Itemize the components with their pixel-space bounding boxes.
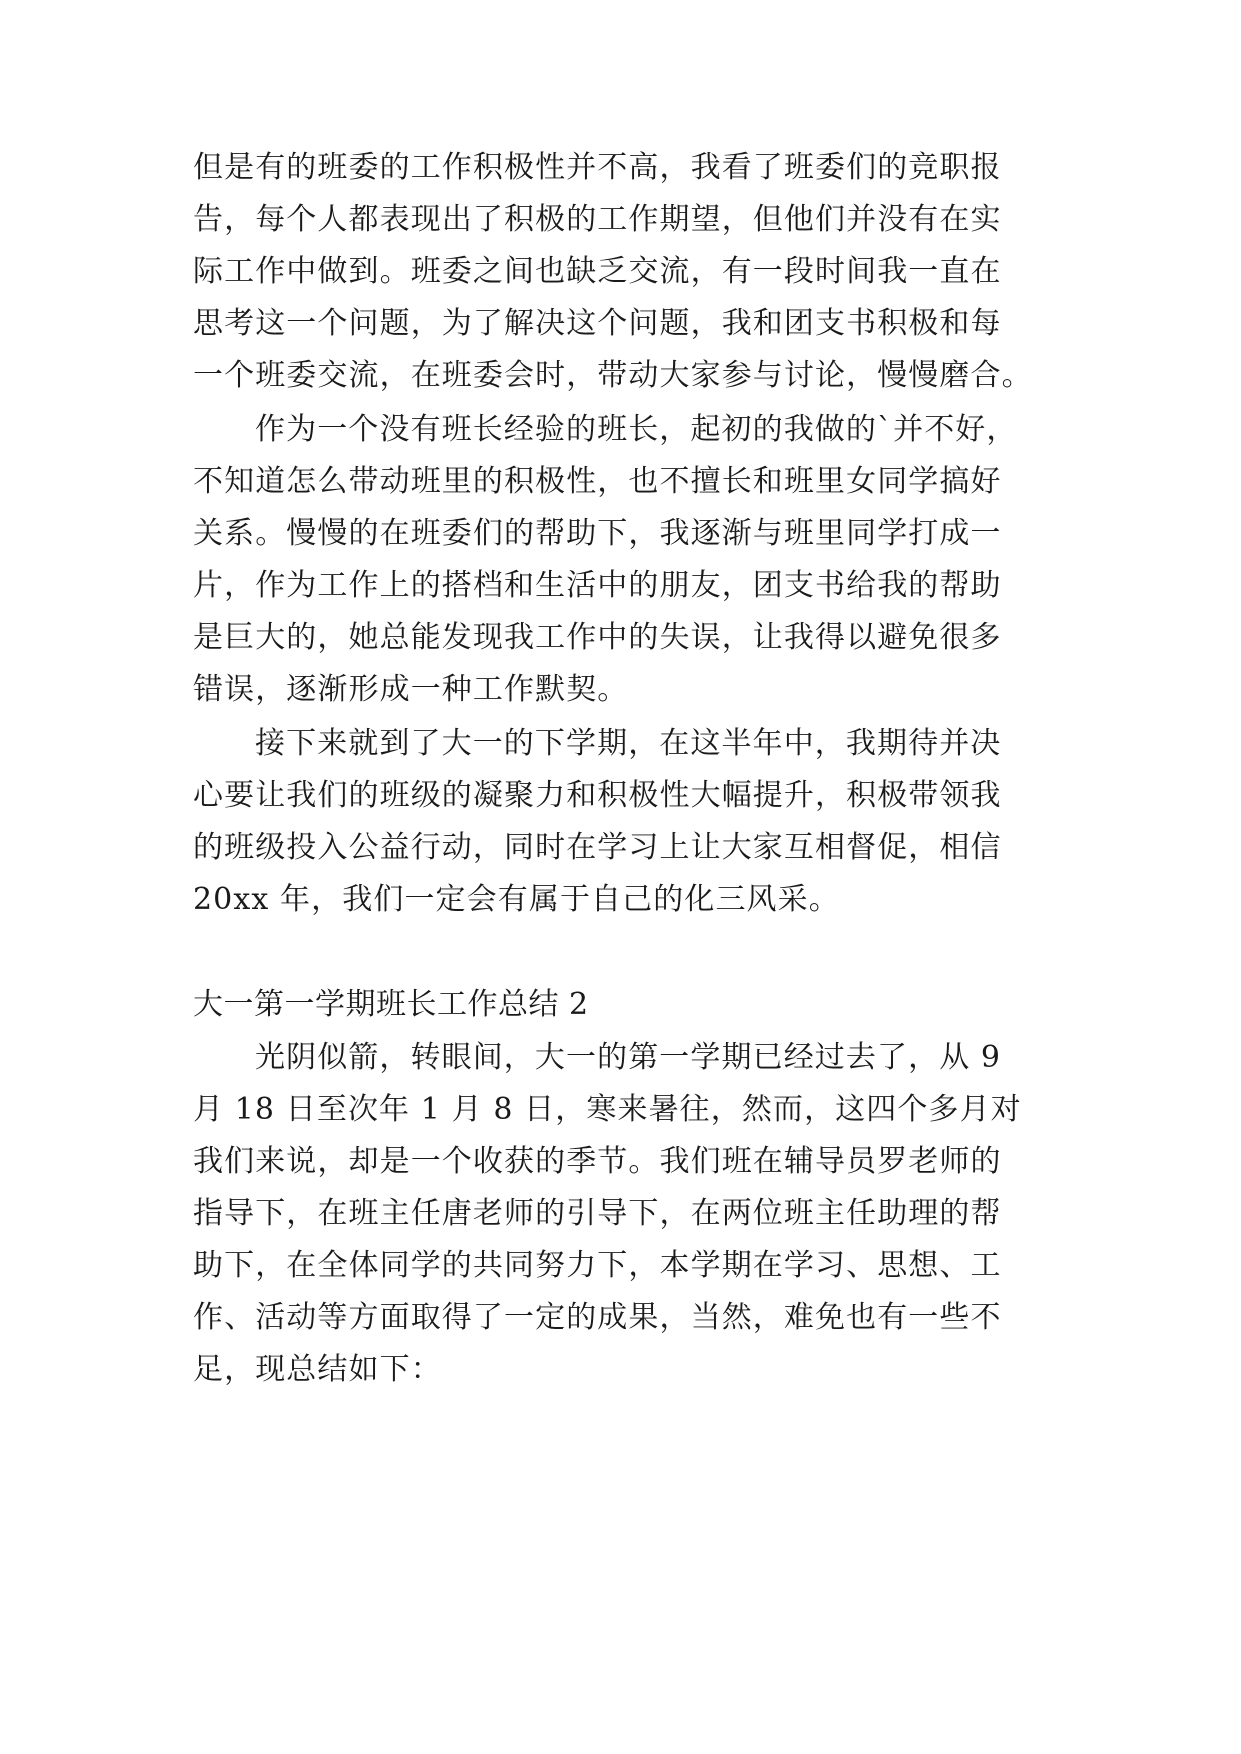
paragraph-4-line-4: 指导下，在班主任唐老师的引导下，在两位班主任助理的帮 xyxy=(193,1196,1002,1231)
paragraph-2-line-1: 作为一个没有班长经验的班长，起初的我做的`并不好， xyxy=(255,412,1018,447)
paragraph-2-line-6: 错误，逐渐形成一种工作默契。 xyxy=(193,672,629,707)
paragraph-1-line-5: 一个班委交流，在班委会时，带动大家参与讨论，慢慢磨合。 xyxy=(193,358,1033,393)
section-title: 大一第一学期班长工作总结 2 xyxy=(193,987,589,1022)
paragraph-1-line-3: 际工作中做到。班委之间也缺乏交流，有一段时间我一直在 xyxy=(193,254,1002,289)
paragraph-4-line-7: 足，现总结如下： xyxy=(193,1352,442,1387)
paragraph-4-line-6: 作、活动等方面取得了一定的成果，当然，难免也有一些不 xyxy=(193,1300,1002,1335)
paragraph-4-line-2: 月 18 日至次年 1 月 8 日，寒来暑往，然而，这四个多月对 xyxy=(193,1092,1022,1127)
paragraph-2-line-2: 不知道怎么带动班里的积极性，也不擅长和班里女同学搞好 xyxy=(193,464,1002,499)
paragraph-3-line-2: 心要让我们的班级的凝聚力和积极性大幅提升，积极带领我 xyxy=(193,778,1002,813)
paragraph-3-line-1: 接下来就到了大一的下学期，在这半年中，我期待并决 xyxy=(255,726,1002,761)
paragraph-2-line-4: 片，作为工作上的搭档和生活中的朋友，团支书给我的帮助 xyxy=(193,568,1002,603)
paragraph-1-line-1: 但是有的班委的工作积极性并不高，我看了班委们的竞职报 xyxy=(193,150,1002,185)
paragraph-4-line-1: 光阴似箭，转眼间，大一的第一学期已经过去了，从 9 xyxy=(255,1040,1002,1075)
paragraph-1-line-2: 告，每个人都表现出了积极的工作期望，但他们并没有在实 xyxy=(193,202,1002,237)
paragraph-3-line-3: 的班级投入公益行动，同时在学习上让大家互相督促，相信 xyxy=(193,830,1002,865)
paragraph-1-line-4: 思考这一个问题，为了解决这个问题，我和团支书积极和每 xyxy=(193,306,1002,341)
paragraph-3-line-4: 20xx 年，我们一定会有属于自己的化三风采。 xyxy=(193,882,840,917)
paragraph-4-line-3: 我们来说，却是一个收获的季节。我们班在辅导员罗老师的 xyxy=(193,1144,1002,1179)
paragraph-2-line-3: 关系。慢慢的在班委们的帮助下，我逐渐与班里同学打成一 xyxy=(193,516,1002,551)
paragraph-2-line-5: 是巨大的，她总能发现我工作中的失误，让我得以避免很多 xyxy=(193,620,1002,655)
paragraph-4-line-5: 助下，在全体同学的共同努力下，本学期在学习、思想、工 xyxy=(193,1248,1002,1283)
